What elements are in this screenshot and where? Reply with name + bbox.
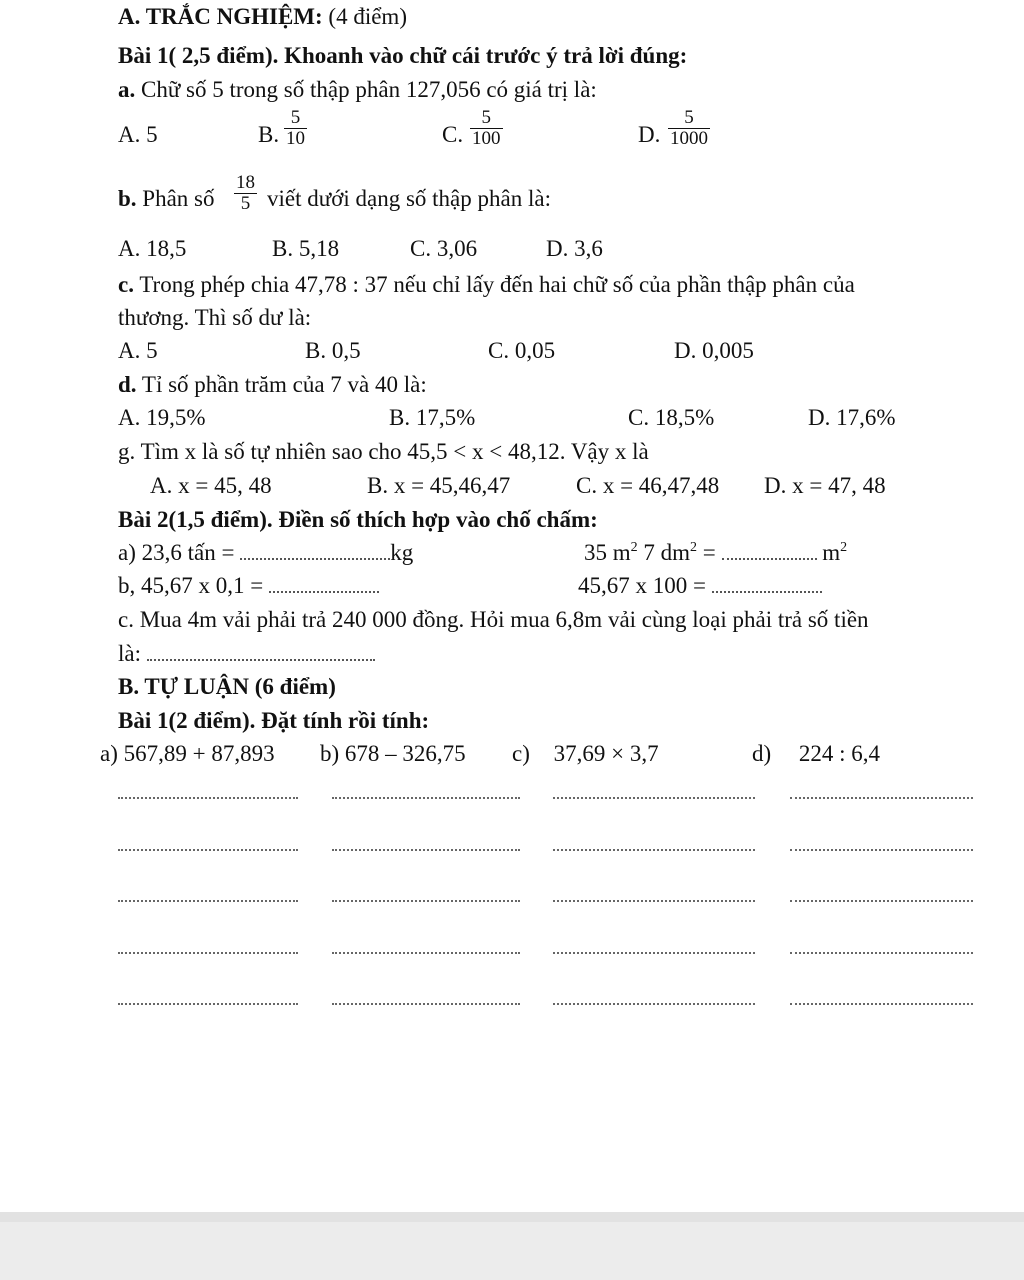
- answer-line[interactable]: [118, 900, 298, 902]
- question-a-label: a.: [118, 77, 136, 102]
- question-b-text-pre: Phân số: [142, 186, 215, 211]
- answer-line[interactable]: [553, 849, 755, 851]
- question-c-option-b[interactable]: B. 0,5: [305, 338, 361, 363]
- question-d-option-b[interactable]: B. 17,5%: [389, 405, 476, 430]
- calc-c: [512, 740, 659, 768]
- answer-line[interactable]: [790, 900, 973, 902]
- bai2-a-right: [584, 539, 847, 567]
- question-a-option-b-fraction[interactable]: [284, 108, 307, 149]
- fraction-numerator: 5: [481, 107, 491, 128]
- bai2-b-right-text: 45,67 x 100 =: [578, 573, 706, 598]
- calc-b-expression: 678 – 326,75: [344, 741, 466, 766]
- bai2-b-right: [578, 572, 822, 600]
- fraction-numerator: 5: [290, 107, 301, 128]
- answer-line[interactable]: [332, 1003, 520, 1005]
- answer-line[interactable]: [332, 952, 520, 954]
- question-b-option-c[interactable]: C. 3,06: [410, 236, 478, 261]
- question-g-option-d[interactable]: D. x = 47, 48: [764, 473, 886, 498]
- fraction-numerator: 18: [236, 172, 255, 193]
- question-g-option-b[interactable]: B. x = 45,46,47: [367, 473, 511, 498]
- question-a-option-a[interactable]: A. 5: [118, 122, 158, 147]
- page-bottom-band: [0, 1212, 1024, 1280]
- question-b-label: b.: [118, 186, 137, 211]
- bai2-a-right-sup1: 2: [630, 540, 638, 555]
- question-b-option-b[interactable]: B. 5,18: [272, 236, 340, 261]
- calc-c-label: c): [512, 741, 530, 766]
- question-c-line-2: thương. Thì số dư là:: [118, 305, 312, 330]
- fraction-numerator: 5: [684, 107, 694, 128]
- bai2-c-line-2: [118, 640, 375, 668]
- answer-line[interactable]: [790, 952, 973, 954]
- bai2-a-right-unit-sup: 2: [840, 540, 848, 555]
- question-g-option-a[interactable]: A. x = 45, 48: [150, 473, 272, 498]
- bai2-a-left-blank[interactable]: [240, 540, 390, 560]
- section-b-bai1-title: Bài 1(2 điểm). Đặt tính rồi tính:: [118, 708, 430, 733]
- fraction-denominator: 5: [234, 193, 257, 214]
- fraction-denominator: 100: [472, 128, 501, 149]
- question-d: [118, 371, 427, 399]
- question-b-option-d[interactable]: D. 3,6: [546, 236, 603, 261]
- bai1-title: Bài 1( 2,5 điểm). Khoanh vào chữ cái trước ý trả lời đúng:: [118, 43, 688, 68]
- fraction-denominator: 1000: [670, 128, 708, 149]
- bai2-title: Bài 2(1,5 điểm). Điền số thích hợp vào chố chấm:: [118, 507, 598, 532]
- bai2-c-line-2-text: là:: [118, 641, 141, 666]
- section-a-heading: [118, 3, 407, 31]
- question-a-option-b-label[interactable]: B.: [258, 122, 280, 147]
- question-d-option-a[interactable]: A. 19,5%: [118, 405, 206, 430]
- bai2-a-unit: kg: [390, 540, 414, 565]
- question-g-option-c[interactable]: C. x = 46,47,48: [576, 473, 720, 498]
- answer-line[interactable]: [332, 849, 520, 851]
- question-b-text-post: viết dưới dạng số thập phân là:: [267, 186, 551, 211]
- bai2-b-left: [118, 572, 379, 600]
- bai2-a-right-mid: 7 dm: [637, 540, 691, 565]
- bai2-a-right-unit: m: [822, 540, 841, 565]
- calc-b: [320, 740, 466, 768]
- question-b-fraction: [234, 173, 257, 214]
- answer-line[interactable]: [553, 1003, 755, 1005]
- page-separator: [0, 1212, 1024, 1222]
- answer-line[interactable]: [790, 797, 973, 799]
- answer-line[interactable]: [332, 900, 520, 902]
- question-c-text: Trong phép chia 47,78 : 37 nếu chỉ lấy đến hai chữ số của phần thập phân của: [139, 272, 855, 297]
- question-a-option-d-fraction[interactable]: [668, 108, 710, 149]
- bai2-a-right-sup2: 2: [690, 540, 698, 555]
- answer-line[interactable]: [553, 952, 755, 954]
- question-g-text: g. Tìm x là số tự nhiên sao cho 45,5 < x < 48,12. Vậy x là: [118, 439, 649, 464]
- question-a-text: Chữ số 5 trong số thập phân 127,056 có giá trị là:: [141, 77, 597, 102]
- answer-line[interactable]: [332, 797, 520, 799]
- bai2-c-blank[interactable]: [147, 641, 375, 661]
- question-a-option-d-label[interactable]: D.: [638, 122, 661, 147]
- question-c-option-a[interactable]: A. 5: [118, 338, 158, 363]
- section-a-points: (4 điểm): [322, 4, 407, 29]
- calc-b-label: b): [320, 741, 340, 766]
- fraction-denominator: 10: [286, 128, 305, 149]
- answer-line[interactable]: [118, 952, 298, 954]
- question-b: [118, 185, 215, 213]
- answer-line[interactable]: [118, 797, 298, 799]
- bai2-b-right-blank[interactable]: [712, 573, 822, 593]
- question-a-option-c-label[interactable]: C.: [442, 122, 464, 147]
- calc-a-expression: 567,89 + 87,893: [123, 741, 275, 766]
- bai2-a-right-eq: =: [697, 540, 716, 565]
- question-a-option-c-fraction[interactable]: [470, 108, 503, 149]
- calc-d: [752, 740, 880, 768]
- section-a-title: A. TRẮC NGHIỆM:: [118, 4, 323, 29]
- answer-line[interactable]: [790, 849, 973, 851]
- question-d-option-c[interactable]: C. 18,5%: [628, 405, 715, 430]
- question-c-option-d[interactable]: D. 0,005: [674, 338, 754, 363]
- calc-c-expression: 37,69 × 3,7: [553, 741, 659, 766]
- question-b-option-a[interactable]: A. 18,5: [118, 236, 187, 261]
- bai2-c-line-1: c. Mua 4m vải phải trả 240 000 đồng. Hỏi mua 6,8m vải cùng loại phải trả số tiền: [118, 607, 869, 632]
- calc-a-label: a): [100, 741, 118, 766]
- question-a: [118, 76, 597, 104]
- bai2-b-left-text: b, 45,67 x 0,1 =: [118, 573, 264, 598]
- question-d-option-d[interactable]: D. 17,6%: [808, 405, 896, 430]
- calc-d-expression: 224 : 6,4: [798, 741, 881, 766]
- bai2-a-right-blank[interactable]: [722, 540, 817, 560]
- question-c-label: c.: [118, 272, 134, 297]
- bai2-a-right-pre: 35 m: [584, 540, 631, 565]
- section-b-title: B. TỰ LUẬN (6 điểm): [118, 674, 336, 699]
- bai2-a-left-text: a) 23,6 tấn =: [118, 540, 235, 565]
- answer-line[interactable]: [118, 1003, 298, 1005]
- calc-d-label: d): [752, 741, 772, 766]
- question-d-text: Tỉ số phần trăm của 7 và 40 là:: [141, 372, 427, 397]
- calc-a: [100, 740, 275, 768]
- answer-line[interactable]: [553, 797, 755, 799]
- bai2-a-left: [118, 539, 413, 567]
- answer-line[interactable]: [790, 1003, 973, 1005]
- question-c-line-1: [118, 271, 855, 299]
- question-c-option-c[interactable]: C. 0,05: [488, 338, 556, 363]
- question-d-label: d.: [118, 372, 137, 397]
- bai2-b-left-blank[interactable]: [269, 573, 379, 593]
- answer-line[interactable]: [118, 849, 298, 851]
- answer-line[interactable]: [553, 900, 755, 902]
